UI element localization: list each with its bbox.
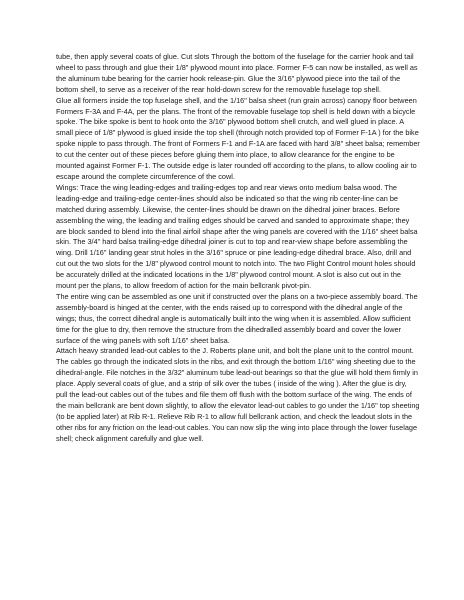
paragraph-fuselage-top: Glue all formers inside the top fuselage shell, and the 1/16" balsa sheet (run grain across) canopy floor between Formers F-3A and F-4A, per the plans. The front of the removable fuselage top shell is held down with a bicycle spoke. The bike spoke is bent to hook onto the 3/16" plywood bottom shell crutch, and well glued in place. A small piece of 1/8" plywood is glued inside the top shell (through notch provided top of Former F-1A ) for the bike spoke nipple to pass through. The front of Formers F-1 and F-1A are faced with hard 3/8" sheet balsa; remember to cut the center out of these pieces before gluing them into place, to allow clearance for the engine to be mounted against Former F-1. The outside edge is later rounded off according to the plans, to allow cooling air to escape around the complete circumference of the cowl. (56, 95, 420, 181)
paragraph-fuselage-bottom: tube, then apply several coats of glue. Cut slots Through the bottom of the fuselage for the carrier hook and tail wheel to pass through and glue their 1/8" plywood mount into place. Former F-5 can now be installed, as well as the aluminum tube bearing for the carrier hook release-pin. Glue the 3/16" plywood piece into the tail of the bottom shell, to serve as a receiver of the rear hold-down screw for the removable fuselage top shell. (56, 52, 418, 94)
paragraph-wings: Wings: Trace the wing leading-edges and trailing-edges top and rear views onto medium balsa wood. The leading-edge and trailing-edge center-lines should also be indicated so that the wing rib center-line can be matched during assembly. Likewise, the center-lines should be drawn on the dihedral joiner braces. Before assembling the wing, the leading and trailing edges should be carved and sanded to approximate shape; they are block sanded to blend into the final airfoil shape after the wing panels are covered with the 1/16" sheet balsa skin. The 3/4" hard balsa trailing-edge dihedral joiner is cut to top and rear-view shape before assembling the wing. Drill 1/16" landing gear strut holes in the 3/16" spruce or pine leading-edge dihedral brace. Also, drill and cut out the two slots for the 1/8" plywood control mount to notch into. The two Flight Control mount holes should be accurately drilled at the indicated locations in the 1/8" plywood control mount. A slot is also cut out in the mount per the plans, to allow freedom of action for the main bellcrank pivot-pin. (56, 182, 418, 291)
paragraph-wing-assembly: The entire wing can be assembled as one unit if constructed over the plans on a two-piece assembly board. The assembly-board is hinged at the center, with the ends raised up to correspond with the dihedral angle of the wings; thus, the correct dihedral angle is automatically built into the wing when it is assembled. Allow sufficient time for the glue to dry, then remove the structure from the dihedralled assembly board and cover the lower surface of the wing panels with soft 1/16" sheet balsa. (56, 291, 418, 345)
paragraph-lead-out-cables: Attach heavy stranded lead-out cables to the J. Roberts plane unit, and bolt the plane unit to the control mount. The cables go through the indicated slots in the ribs, and exit through the bottom 1/16" wing sheeting due to the dihedral-angle. File notches in the 3/32" aluminum tube lead-out bearings so that the glue will hold them firmly in place. Apply several coats of glue, and a strip of silk over the tubes ( inside of the wing ). After the glue is dry, pull the lead-out cables out of the tubes and file them off flush with the bottom surface of the wing. The ends of the main bellcrank are bent down slightly, to allow the elevator lead-out cables to go under the 1/16" top sheeting (to be applied later) at Rib R-1. Relieve Rib R-1 to allow full bellcrank action, and check the leadout slots in the other ribs for any friction on the lead-out cables. You can now slip the wing into place through the lower fuselage shell; check alignment carefully and glue well. (56, 346, 420, 443)
body-text (56, 52, 420, 445)
